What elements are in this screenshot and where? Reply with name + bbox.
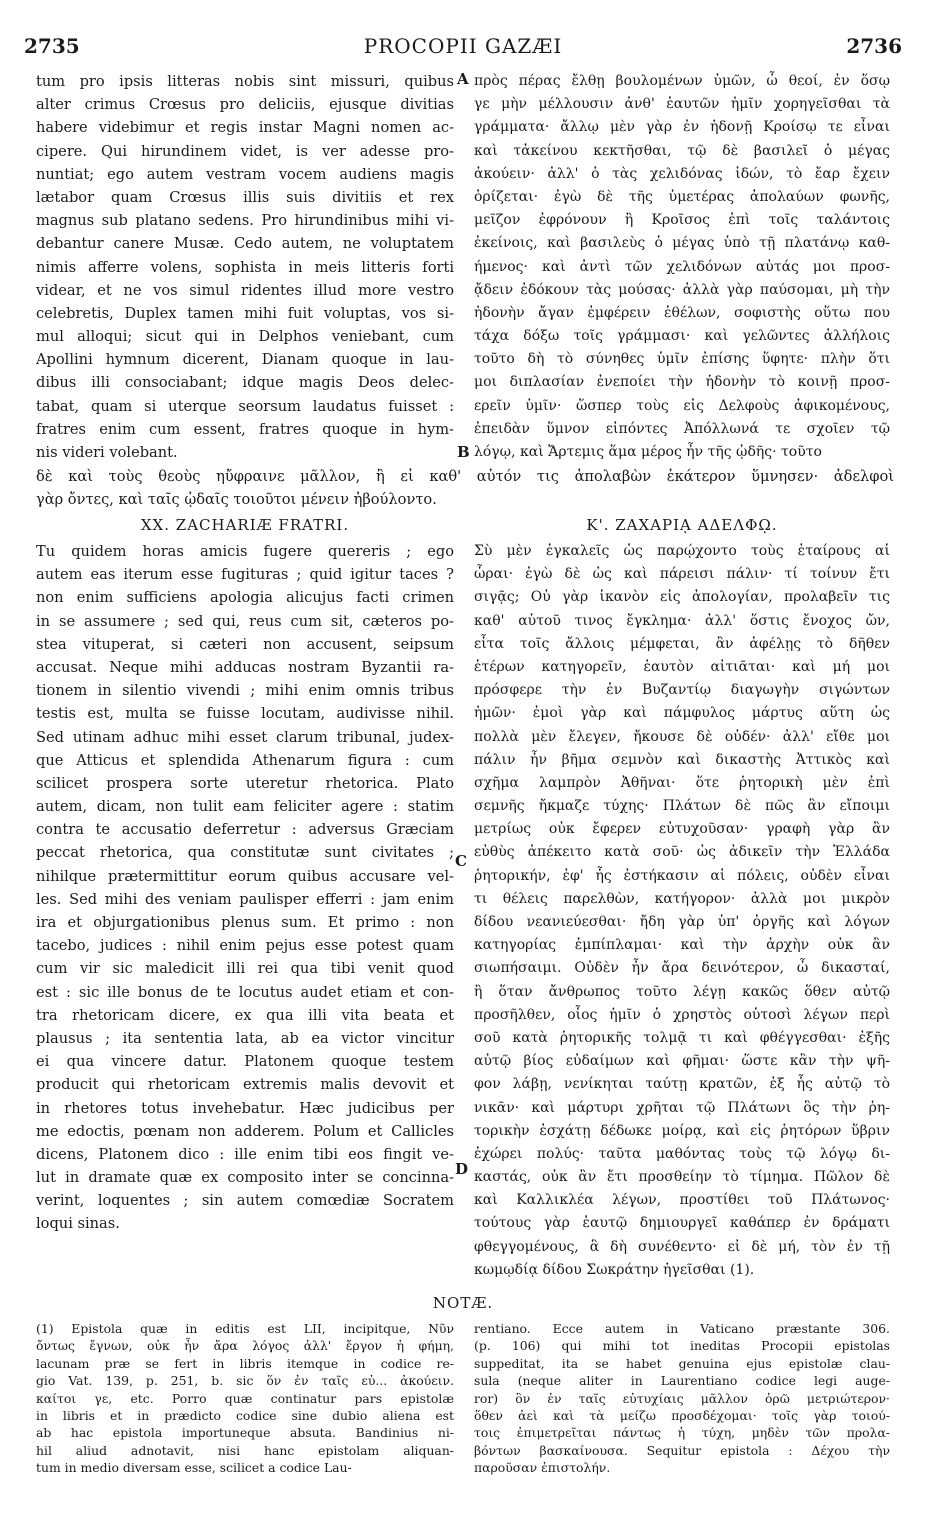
note-line: ὅθεν ἀεὶ καὶ τὰ μείζω προσδέχομαι· τοῖς γὰρ τοιού- — [474, 1407, 890, 1423]
text-line: νικᾶν· καὶ μάρτυρι χρῆται τῷ Πλάτωνι ὃς τὴν ῥη- — [474, 1099, 890, 1116]
text-line: plausus ; ita sententia lata, ab ea victor vincitur — [36, 1029, 454, 1047]
page-number-left: 2735 — [24, 34, 80, 58]
notes-left-column — [36, 1320, 454, 1477]
latin-letter-title: XX. ZACHARIÆ FRATRI. — [140, 516, 350, 534]
note-line: gio Vat. 139, p. 251, b. sic ὅν ἐν ταῖς εὐ... ἀκούειν. — [36, 1373, 454, 1389]
text-line: nis videri volebant. — [36, 444, 178, 461]
text-line: fratres enim cum essent, fratres quoque in hym- — [36, 420, 454, 438]
text-line: dibus illi consociabant; idque magis Deos delec- — [36, 374, 454, 392]
text-line: Sed utinam adhuc mihi esset clarum tribunal, judex- — [36, 728, 454, 746]
text-line: ἡμῶν· ἐμοὶ γὰρ καὶ πάμφυλος μάρτυς αὕτη ὡς — [474, 705, 890, 722]
text-line: δίδου νεανιεύεσθαι· ἤδη γὰρ ὑπ' ὀργῆς καὶ λόγων — [474, 914, 890, 930]
page-number-right: 2736 — [846, 34, 902, 58]
text-line: est : sic ille bonus de te locutus audet etiam et con- — [36, 983, 454, 1001]
text-line: εὐθὺς ἀπέκειτο κατὰ σοῦ· ὡς ἀδικεῖν τὴν Ἑλλάδα — [474, 844, 890, 861]
text-line: ὁρίζεται· ἐγὼ δὲ τῆς ὑμετέρας ἀπολαύων φωνῆς, — [474, 188, 890, 205]
text-line: τάχα δόξω τοῖς γράμμασι· καὶ γελῶντες ἀλλήλοις — [474, 328, 890, 345]
text-line: Tu quidem horas amicis fugere quereris ; ego — [36, 543, 454, 560]
text-line: scilicet prospera sorte uteretur rhetorica. Plato — [36, 774, 454, 792]
text-line: καθ' αὑτοῦ τινος ἔγκλημα· ἀλλ' ὅστις ἔνοχος ὤν, — [474, 612, 890, 629]
text-line: alter crimus Crœsus pro deliciis, ejusque divitias — [36, 96, 454, 114]
text-line: debantur canere Musæ. Cedo autem, ne voluptatem — [36, 235, 454, 253]
text-line: λόγῳ, καὶ Ἄρτεμις ἅμα μέρος ἦν τῆς ᾠδῆς· τοῦτο — [474, 444, 822, 460]
text-line: cum vir sic maledicit illi rei qua tibi venit quod — [36, 960, 454, 978]
text-line: φθεγγομένους, ἃ δὴ συνέθεντο· εἰ δὲ μή, τὸν ἐν τῇ — [474, 1238, 890, 1255]
text-line: lætabor quam Crœsus illis suis divitiis et rex — [36, 188, 454, 206]
text-line: ἐχώρει πολύς· ταῦτα μαθόντας τοὺς τῷ λόγῳ δι- — [474, 1145, 890, 1162]
greek-column-top — [474, 70, 890, 464]
note-line: τοις ἐπιμετρεῖται πάντως ἡ τύχη, μηδὲν τῶν προλα- — [474, 1425, 890, 1441]
text-line: Apollini hymnum dicerent, Dianam quoque in lau- — [36, 351, 454, 369]
text-line: autem, dicam, non tulit eam feliciter agere : statim — [36, 798, 454, 816]
text-line: ήμενος· καὶ ἀντὶ τῶν χελιδόνων αὐτάς μοι προσ- — [474, 258, 890, 275]
text-line: dicens, Platonem dico : ille enim tibi eos fingit ve- — [36, 1145, 454, 1163]
text-line: ἡδονὴν ἄγαν ἐμφέρειν ἐθέλων, σοφιστὴς οὕτω που — [474, 304, 890, 321]
text-line: σιγᾷς; Οὐ γὰρ ἱκανὸν εἰς ἀπολογίαν, προλαβεῖν τις — [474, 589, 890, 606]
note-line: βόντων βασκαίνουσα. Sequitur epistola : Δέχου τὴν — [474, 1442, 890, 1458]
margin-marker-c: C — [455, 852, 467, 870]
latin-letter-column — [36, 510, 454, 1236]
text-line: in rhetores totus invehebatur. Hæc judicibus per — [36, 1099, 454, 1117]
full-width-greek-lines — [36, 465, 894, 511]
text-line: ἐπειδὰν ὕμνον εἰπόντες Ἀπόλλωνά τε σχοῖεν τῷ — [474, 420, 890, 437]
note-line: (1) Epistola quæ in editis est LII, incipitque, Νῦν — [36, 1321, 454, 1336]
note-line: tum in medio diversam esse, scilicet a codice Lau- — [36, 1460, 352, 1476]
text-line: ἀκούειν· ἀλλ' ὁ τὰς χελιδόνας ἰδών, τὸ ἔαρ ἔχειν — [474, 165, 890, 182]
text-line: ερεῖν ὑμῖν· ὥσπερ τοὺς εἰς Δελφοὺς ἀφικομένους, — [474, 397, 890, 414]
text-line: ᾄδειν ἐδόκουν τὰς μούσας· ἀλλὰ γὰρ παύσομαι, μὴ τὴν — [474, 281, 890, 298]
note-line: suppeditat, ita se habet genuina ejus epistolæ clau- — [474, 1355, 890, 1371]
text-line: κωμῳδίᾳ δίδου Σωκράτην ἡγεῖσθαι (1). — [474, 1261, 755, 1278]
text-line: tabat, quam si uterque seorsum laudatus fuisset : — [36, 397, 454, 415]
text-line: σιωπήσαιμι. Οὐδὲν ἦν ἄρα δεινότερον, ὦ δικασταί, — [474, 960, 890, 977]
text-line: τορικὴν ἐσχάτῃ δέδωκε μοίρᾳ, καὶ εἰς ῥητόρων ὕβριν — [474, 1122, 890, 1139]
text-line: accusat. Neque mihi adducas nostram Byzantii ra- — [36, 658, 454, 676]
text-line: τι θέλεις παρελθὼν, κατήγορον· ἀλλὰ μοι μικρὸν — [474, 890, 890, 907]
text-line: verint, loquentes ; sin autem comœdiæ Socratem — [36, 1192, 454, 1210]
text-line: εἶτα τοῖς ἄλλοις μέμφεται, ἂν ἀφέλῃς τὸ δῆθεν — [474, 635, 890, 652]
text-line: mul alloqui; sicut qui in Delphos veniebant, cum — [36, 328, 454, 346]
margin-marker-d: D — [455, 1160, 469, 1178]
text-line: ῥητορικήν, ἐφ' ἧς ἐστήκασιν αἱ πόλεις, οὐδὲν εἶναι — [474, 867, 890, 884]
text-line: γὰρ ὄντες, καὶ ταῖς ᾠδαῖς τοιοῦτοι μένειν ἠβούλοντο. — [36, 491, 437, 509]
greek-letter-title: Κ'. ΖΑΧΑΡΙᾼ ΑΔΕΛΦῼ. — [586, 516, 778, 534]
text-line: κατηγορίας ἐμπίπλαμαι· καὶ τὴν ἀρχὴν οὐκ ἂν — [474, 937, 890, 954]
text-line: tacebo, judices : nihil enim pejus esse potest quam — [36, 937, 454, 955]
text-line: ei qua vincere datur. Platonem quoque testem — [36, 1053, 454, 1071]
text-line: αὐτῷ βίος εὐδαίμων καὶ φῆμαι· ὥστε κἂν τὴν ψῆ- — [474, 1053, 890, 1070]
text-line: nuntiat; ego autem vestram vocem audiens magis — [36, 165, 454, 183]
text-line: nimis afferre volens, sophista in meis litteris forti — [36, 258, 454, 276]
text-line: testis est, multa se fuisse locutam, audivisse nihil. — [36, 705, 454, 723]
note-line: ab hac epistola importuneque absuta. Bandinius ni- — [36, 1425, 454, 1441]
note-line: καίτοι γε, etc. Porro quæ continatur pars epistolæ — [36, 1390, 454, 1406]
text-line: καστάς, οὐκ ἂν ἔτι προσθείην τὸ τίμημα. Πῶλον δὲ — [474, 1169, 890, 1186]
text-line: καὶ τἀκείνου κεκτῆσθαι, τῷ δὲ βασιλεῖ ὁ μέγας — [474, 142, 890, 159]
text-line: πάλιν ἦν βῆμα σεμνὸν καὶ δικαστὴς Ἀττικὸς καὶ — [474, 751, 890, 768]
text-line: lut in dramate quæ ex composito inter se concinna- — [36, 1169, 454, 1187]
margin-marker-b: B — [457, 443, 470, 461]
text-line: me edoctis, pœnam non adderem. Polum et Callicles — [36, 1122, 454, 1140]
text-line: magnus sub platano sedens. Pro hirundinibus mihi vi- — [36, 212, 454, 230]
text-line: ἐκείνοις, καὶ βασιλεὺς ὁ μέγας ὑπὸ τῇ πλατάνῳ καθ- — [474, 235, 890, 252]
note-line: hil aliud adnotavit, nisi hanc epistolam aliquan- — [36, 1442, 454, 1458]
text-line: ὧραι· ἐγὼ δὲ ὡς καὶ πάρεισι πάλιν· τί τοίνυν ἔτι — [474, 566, 890, 583]
text-line: πρόσφερε τὴν ἐν Βυζαντίῳ διαγωγὴν σιγώντων — [474, 682, 890, 699]
note-line: in libris et in prædicto codice sine dubio aliena est — [36, 1407, 454, 1423]
note-line: παροῦσαν ἐπιστολήν. — [474, 1460, 611, 1476]
text-line: habere videbimur et regis instar Magni nomen ac- — [36, 119, 454, 137]
notes-heading: NOTÆ. — [432, 1294, 494, 1312]
text-line: autem eas iterum esse fugituras ; quid igitur taces ? — [36, 566, 454, 584]
text-line: ἑτέρων κατηγορεῖν, ἑαυτὸν αἰτιᾶται· καὶ μή μοι — [474, 658, 890, 675]
notes-right-column — [474, 1320, 890, 1477]
margin-marker-a: A — [457, 70, 469, 88]
text-line: celebretis, Duplex tamen mihi fuit voluptas, vos si- — [36, 304, 454, 322]
text-line: σοῦ κατὰ ῥητορικῆς τολμᾷ τι καὶ φθέγγεσθαι· ἐξῆς — [474, 1029, 890, 1046]
text-line: producit qui rhetoricam extremis malis devovit et — [36, 1076, 454, 1094]
text-line: ira et objurgationibus plenus sum. Et primo : non — [36, 914, 454, 931]
note-line: ror) ὃν ἐν ταῖς εὐτυχίαις μᾶλλον ὁρῶ μετριώτερον· — [474, 1390, 890, 1406]
text-line: tum pro ipsis litteras nobis sint missuri, quibus — [36, 73, 454, 90]
text-line: stea vituperat, si cæteri non accusent, seipsum — [36, 635, 454, 653]
text-line: μεῖζον ἐφρόνουν ἢ Κροῖσος ἐπὶ τοῖς ταλάντοις — [474, 212, 890, 229]
note-line: rentiano. Ecce autem in Vaticano præstante 306. — [474, 1321, 890, 1336]
greek-letter-column — [474, 510, 890, 1282]
text-line: non enim sufficiens apologia alicujus facti crimen — [36, 589, 454, 607]
text-line: tionem in silentio vivendi ; mihi enim omnis tribus — [36, 682, 454, 700]
text-line: loqui sinas. — [36, 1215, 120, 1233]
text-line: que Atticus et splendida Athenarum figura : cum — [36, 751, 454, 769]
text-line: les. Sed mihi des veniam paulisper efferri : jam enim — [36, 890, 454, 908]
text-line: cipere. Qui hirundinem videt, is ver adesse pro- — [36, 142, 454, 160]
text-line: τοῦτο δὴ τὸ σύνηθες ὑμῖν ἐπίσης ὕφητε· πλὴν ὅτι — [474, 351, 890, 368]
text-line: προσῆλθεν, οἷος ἡμῖν ὁ χρηστὸς οὑτοσὶ λέγων περὶ — [474, 1006, 890, 1023]
text-line: in se assumere ; sed qui, reus cum sit, cæteros po- — [36, 612, 454, 630]
text-line: peccat rhetorica, qua constitutæ sunt civitates ; — [36, 844, 454, 862]
text-line: σεμνῆς ἤκμαζε τύχης· Πλάτων δὲ πῶς ἂν εἴποιμι — [474, 798, 890, 815]
text-line: πολλὰ μὲν ἔλεγεν, ἤκουσε δὲ οὐδέν· ἀλλ' εἴθε μοι — [474, 728, 890, 745]
text-line: Σὺ μὲν ἐγκαλεῖς ὡς παρῴχοντο τοὺς ἑταίρους αἱ — [474, 543, 890, 559]
note-line: (p. 106) qui mihi tot ineditas Procopii epistolas — [474, 1338, 890, 1354]
text-line: καὶ Καλλικλέα λέγων, προστίθει τοῦ Πλάτωνος· — [474, 1192, 890, 1209]
note-line: ὄντως ἔγνων, οὐκ ἦν ἄρα λόγος ἀλλ' ἔργον ἡ φήμη, — [36, 1338, 454, 1354]
latin-column-top — [36, 70, 454, 464]
text-line: μετρίως οὐκ ἔφερεν εὐτυχοῦσαν· γραφὴ γὰρ ἂν — [474, 821, 890, 838]
running-title: PROCOPII GAZÆI — [363, 34, 563, 58]
note-line: lacunam præ se fert in libris itemque in codice re- — [36, 1355, 454, 1371]
text-line: ἢ ὅταν ἄνθρωπος τοῦτο λέγῃ κακῶς ὅθεν αὐτῷ — [474, 983, 890, 1000]
text-line: σχῆμα λαμπρὸν Ἀθῆναι· ὅτε ῥητορικὴ μὲν ἐπὶ — [474, 774, 890, 791]
page-header — [24, 26, 902, 66]
text-line: videar, et ne vos simul ridentes illud more vestro — [36, 281, 454, 299]
note-line: sula (neque aliter in Laurentiano codice legi auge- — [474, 1373, 890, 1389]
text-line: πρὸς πέρας ἔλθῃ βουλομένων ὑμῶν, ὦ θεοί, ἐν ὅσῳ — [474, 73, 890, 89]
text-line: μοι διπλασίαν ἐνεποίει τὴν ἡδονὴν τὸ κοινῇ προσ- — [474, 374, 890, 391]
text-line: γε μὴν μέλλουσιν ἀνθ' ἑαυτῶν ἡμῖν χορηγεῖσθαι τὰ — [474, 96, 890, 113]
text-line: tra rhetoricam dicere, ex qua illi vita beata et — [36, 1006, 454, 1024]
text-line: φον λάβῃ, νενίκηται ταύτῃ κρατῶν, ἐξ ἧς αὐτῷ τὸ — [474, 1076, 890, 1093]
text-line: contra te accusatio deferretur : adversus Græciam — [36, 821, 454, 839]
text-line: τούτους γὰρ ἑαυτῷ δημιουργεῖ καθάπερ ἐν δράματι — [474, 1215, 890, 1232]
text-line: γράμματα· ἄλλῳ μὲν γὰρ ἐν ἡδονῇ Κροίσῳ τε εἶναι — [474, 119, 890, 136]
text-line: nihilque prætermittitur eorum quibus accusare vel- — [36, 867, 454, 885]
text-line: δὲ καὶ τοὺς θεοὺς ηὔφραινε μᾶλλον, ἢ εἰ καθ' αὑτόν τις ἀπολαβὼν ἑκάτερον ὕμνησεν· ἀδελφοὶ — [36, 468, 894, 485]
